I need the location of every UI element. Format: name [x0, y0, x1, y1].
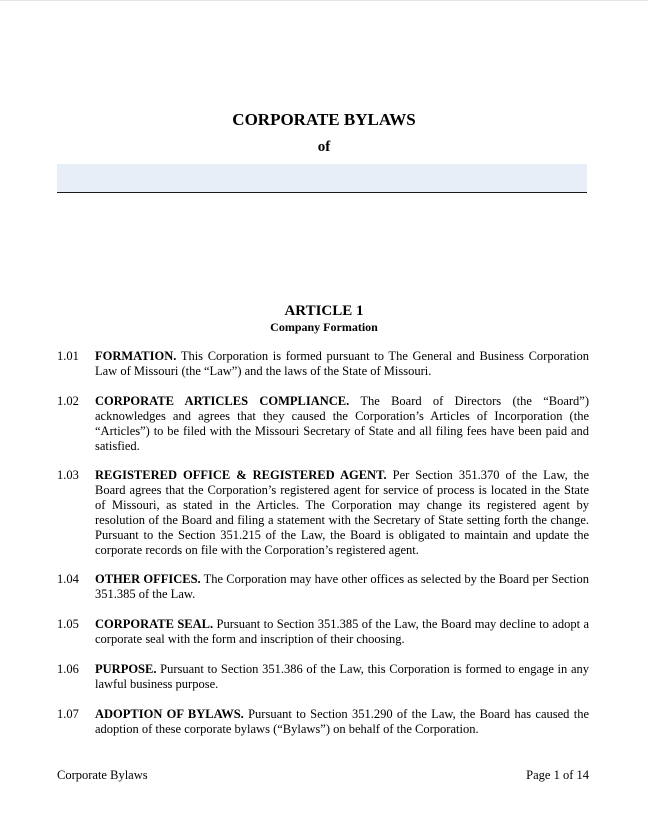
- section-text: Pursuant to Section 351.385 of the Law, the Board may decline to adopt a corporate seal with the form and inscription of their choosing.: [95, 617, 589, 646]
- section-1-05: [57, 617, 589, 647]
- section-body: [95, 617, 589, 647]
- section-heading: ADOPTION OF BYLAWS.: [95, 707, 244, 721]
- section-text: The Board of Directors (the “Board”) acknowledges and agrees that they caused the Corporation’s Articles of Incorporation (the “Articles”) to be filed with the Missouri Secretary of State and all filing fees have been paid and satisfied.: [95, 394, 589, 453]
- section-body: [95, 394, 589, 454]
- section-number: 1.06: [57, 662, 79, 676]
- corporation-name-field[interactable]: [57, 164, 587, 193]
- section-number: 1.03: [57, 468, 79, 482]
- section-1-04: [57, 572, 589, 602]
- section-body: [95, 468, 589, 558]
- section-body: [95, 662, 589, 692]
- section-text: Pursuant to Section 351.386 of the Law, this Corporation is formed to engage in any lawful business purpose.: [95, 662, 589, 691]
- section-number: 1.02: [57, 394, 79, 408]
- section-text: This Corporation is formed pursuant to The General and Business Corporation Law of Missouri (the “Law”) and the laws of the State of Missouri.: [95, 349, 589, 378]
- document-title: CORPORATE BYLAWS: [232, 110, 416, 129]
- section-number: 1.01: [57, 349, 79, 363]
- section-body: [95, 707, 589, 737]
- section-number: 1.05: [57, 617, 79, 631]
- footer-page-number: Page 1 of 14: [526, 768, 589, 782]
- footer-document-name: Corporate Bylaws: [57, 768, 148, 782]
- section-1-02: [57, 394, 589, 454]
- section-body: [95, 349, 589, 379]
- section-1-03: [57, 468, 589, 558]
- article-title: ARTICLE 1: [284, 303, 364, 319]
- section-number: 1.07: [57, 707, 79, 721]
- section-text: The Corporation may have other offices as selected by the Board per Section 351.385 of the Law.: [95, 572, 589, 601]
- section-1-01: [57, 349, 589, 379]
- section-heading: OTHER OFFICES.: [95, 572, 201, 586]
- article-subtitle: Company Formation: [270, 320, 378, 334]
- section-heading: CORPORATE ARTICLES COMPLIANCE.: [95, 394, 350, 408]
- section-heading: FORMATION.: [95, 349, 177, 363]
- section-text: Pursuant to Section 351.290 of the Law, the Board has caused the adoption of these corporate bylaws (“Bylaws”) on behalf of the Corporation.: [95, 707, 590, 736]
- section-1-07: [57, 707, 589, 737]
- section-1-06: [57, 662, 589, 692]
- section-heading: CORPORATE SEAL.: [95, 617, 214, 631]
- section-number: 1.04: [57, 572, 79, 586]
- section-body: [95, 572, 589, 602]
- section-heading: REGISTERED OFFICE & REGISTERED AGENT.: [95, 468, 387, 482]
- section-text: Per Section 351.370 of the Law, the Board agrees that the Corporation’s registered agent for service of process is located in the State of Missouri, as stated in the Articles. The Corporation may change its registered agent by resolution of the Board and filing a statement with the Secretary of State setting forth the change. Pursuant to the Section 351.215 of the Law, the Board is obligated to maintain and update the corporate records on file with the Corporation’s registered agent.: [95, 468, 589, 557]
- section-heading: PURPOSE.: [95, 662, 157, 676]
- document-of-label: of: [317, 139, 331, 155]
